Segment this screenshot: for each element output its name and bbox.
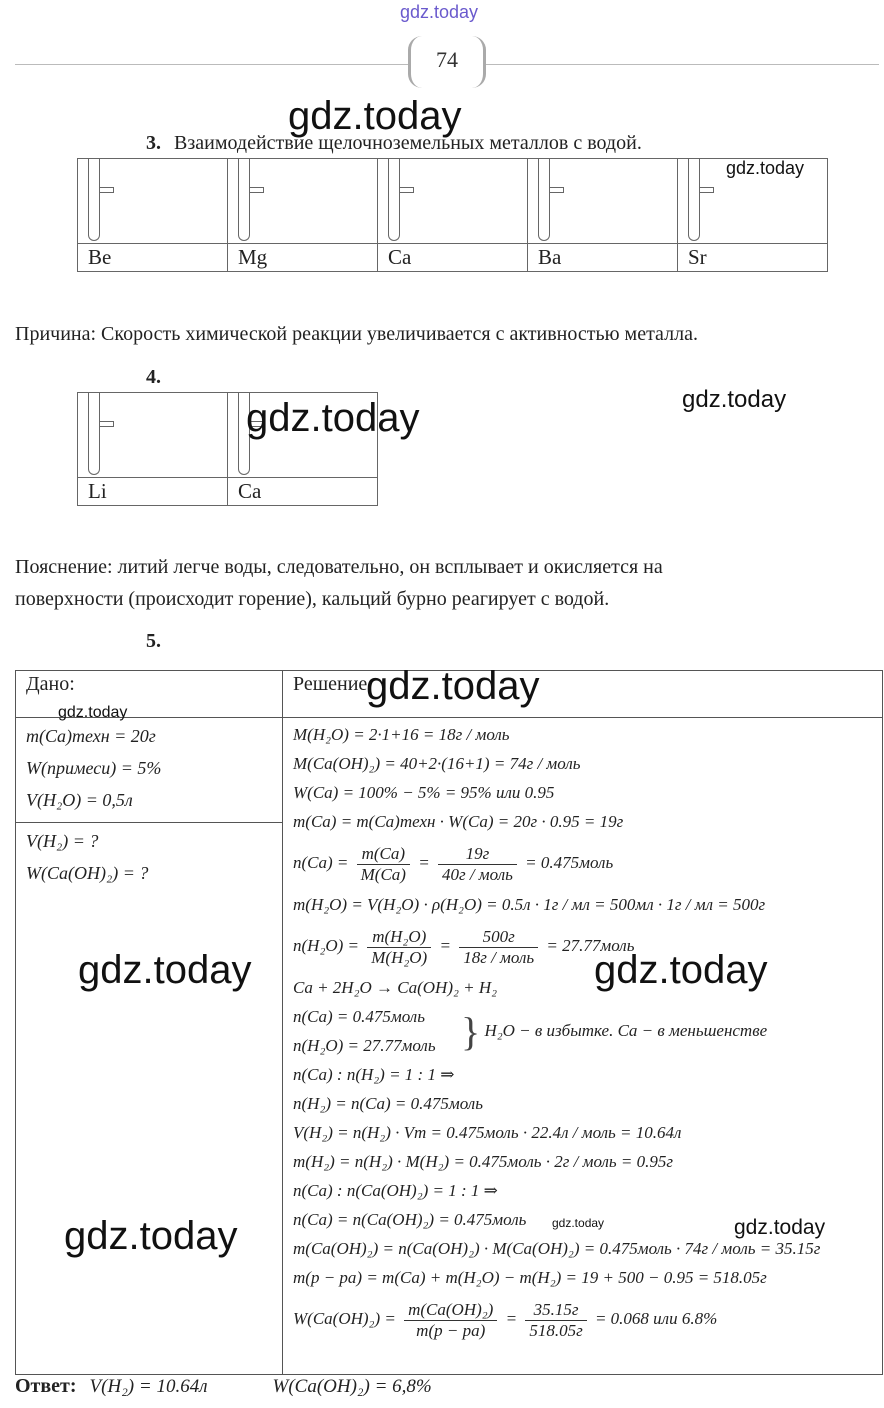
solution-step: m(H₂) = n(H₂) · M(H₂) = 0.475моль · 2г / моль = 0.95г: [293, 1152, 674, 1171]
given-item: V(H₂O) = 0,5л: [26, 790, 133, 810]
solution-step: n(H₂O) = 27.77моль: [293, 1036, 436, 1055]
task5-number: 5.: [146, 630, 161, 652]
solution-step: W(Ca) = 100% − 5% = 95% или 0.95: [293, 783, 555, 802]
watermark: gdz.today: [64, 1214, 238, 1258]
given-item: W(примеси) = 5%: [26, 758, 162, 778]
solution-step: V(H₂) = n(H₂) · Vm = 0.475моль · 22.4л / моль = 10.64л: [293, 1123, 682, 1142]
watermark: gdz.today: [726, 158, 805, 178]
watermark: gdz.today: [594, 948, 768, 992]
answer-v: V(H₂) = 10.64л: [89, 1376, 208, 1397]
solution-step: n(Ca) = n(Ca(OH)₂) = 0.475моль: [293, 1210, 527, 1229]
task4-number: 4.: [146, 366, 161, 388]
explanation-line-1: Пояснение: литий легче воды, следовательно, он всплывает и окисляется на: [15, 556, 663, 578]
watermark: gdz.today: [682, 386, 787, 413]
watermark: gdz.today: [734, 1216, 826, 1239]
solution-step-nh2o: n(H₂O) = $\frac{\text{m(H₂O)}}{\text{M(H₂O)}}$ = $\frac{500г}{\text{18г / моль}}$ = 27.77моль: [293, 926, 635, 967]
solution-step: m(H₂O) = V(H₂O) · ρ(H₂O) = 0.5л · 1г / мл = 500мл · 1г / мл = 500г: [293, 895, 766, 914]
test-tube-cell: [528, 159, 678, 244]
test-tube-icon: [88, 159, 100, 241]
solution-header: Решение: [283, 671, 883, 718]
watermark: gdz.today: [58, 704, 128, 721]
solution-step: Ca + 2H₂O → Ca(OH)₂ + H₂: [293, 978, 498, 997]
test-tube-cell: [78, 393, 228, 478]
given-block: [16, 718, 283, 1375]
test-tube-icon: [238, 159, 250, 241]
task3-tube-table: [77, 158, 828, 272]
given-header: Дано:: [16, 671, 283, 718]
solution-step: n(H₂) = n(Ca) = 0.475моль: [293, 1094, 483, 1113]
metal-label: Ca: [378, 244, 528, 272]
solution-step: n(Ca) : n(H₂) = 1 : 1 ⇒: [293, 1065, 455, 1084]
test-tube-icon: [388, 159, 400, 241]
test-tube-cell: [228, 159, 378, 244]
answer-w: W(Ca(OH)₂) = 6,8%: [272, 1376, 432, 1397]
find-item: W(Ca(OH)₂) = ?: [26, 863, 149, 883]
metal-label: Mg: [228, 244, 378, 272]
excess-block: [293, 1002, 872, 1060]
task3-title: Взаимодействие щелочноземельных металлов с водой.: [174, 132, 642, 154]
solution-step: n(Ca) : n(Ca(OH)₂) = 1 : 1 ⇒: [293, 1181, 498, 1200]
top-watermark: gdz.today: [400, 2, 479, 22]
test-tube-icon: [88, 393, 100, 475]
watermark: gdz.today: [288, 94, 462, 138]
find-item: V(H₂) = ?: [26, 831, 99, 851]
solution-step-w: W(Ca(OH)₂) = $\frac{\text{m(Ca(OH)₂)}}{m(p - pa)}$ = $\frac{35.15г}{518.05г}$ = 0.068 или 6.8%: [293, 1299, 718, 1340]
metal-label: Be: [78, 244, 228, 272]
answer-label: Ответ:: [15, 1375, 77, 1397]
solution-step-nca: n(Ca) = $\frac{m(Ca)}{M(Ca)}$ = $\frac{19г}{\text{40г / моль}}$ = 0.475моль: [293, 843, 614, 884]
task3-number: 3.: [146, 132, 161, 154]
page-number: 74: [408, 36, 486, 88]
solution-block: [283, 718, 883, 1375]
reason-text: Причина: Скорость химической реакции увеличивается с активностью металла.: [15, 323, 698, 345]
task3-heading: [146, 132, 642, 155]
metal-label: Li: [78, 478, 228, 506]
solution-step: m(p − pa) = m(Ca) + m(H₂O) − m(H₂) = 19 + 500 − 0.95 = 518.05г: [293, 1268, 767, 1287]
watermark: gdz.today: [246, 396, 420, 440]
solution-step: n(Ca) = 0.475моль: [293, 1007, 425, 1026]
test-tube-cell: [378, 159, 528, 244]
watermark: gdz.today: [552, 1216, 605, 1230]
answer-line: [15, 1372, 432, 1401]
watermark: gdz.today: [366, 664, 540, 708]
excess-note: } H₂O − в избытке. Ca − в меньшенстве: [461, 1009, 768, 1055]
metal-label: Sr: [678, 244, 828, 272]
metal-label: Ca: [228, 478, 378, 506]
solution-step: m(Ca(OH)₂) = n(Ca(OH)₂) · M(Ca(OH)₂) = 0.475моль · 74г / моль = 35.15г: [293, 1239, 821, 1258]
solution-step: M(H₂O) = 2·1+16 = 18г / моль: [293, 725, 510, 744]
watermark: gdz.today: [78, 948, 252, 992]
test-tube-icon: [688, 159, 700, 241]
test-tube-cell: [678, 159, 828, 244]
solution-table: [15, 670, 883, 1375]
explanation-line-2: поверхности (происходит горение), кальций бурно реагирует с водой.: [15, 588, 610, 610]
solution-step: m(Ca) = m(Ca)техн · W(Ca) = 20г · 0.95 = 19г: [293, 812, 624, 831]
given-item: m(Ca)техн = 20г: [26, 726, 156, 746]
solution-step: M(Ca(OH)₂) = 40+2·(16+1) = 74г / моль: [293, 754, 581, 773]
metal-label: Ba: [528, 244, 678, 272]
test-tube-cell: [78, 159, 228, 244]
test-tube-icon: [538, 159, 550, 241]
